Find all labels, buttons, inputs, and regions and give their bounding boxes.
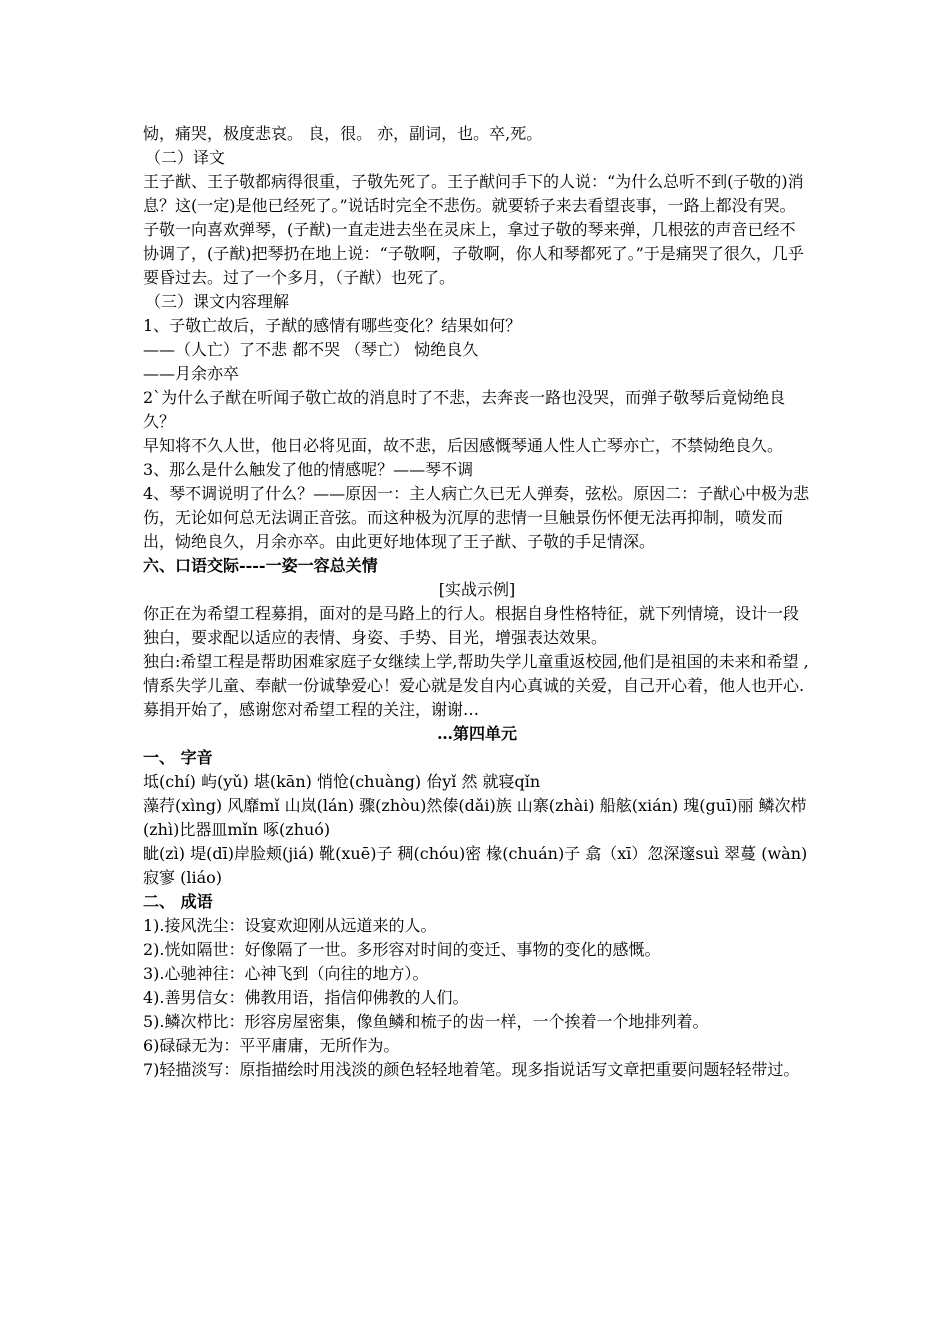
question-4: 4、琴不调说明了什么？——原因一：主人病亡久已无人弹奏，弦松。原因二：子猷心中极为悲伤，无论如何总无法调正音弦。而这种极为沉厚的悲情一旦触景伤怀便无法再抑制，喷发而出，恸绝良久，月余亦卒。由此更好地体现了王子猷、子敬的手足情深。: [143, 484, 810, 551]
answer-1b: ——月余亦卒: [143, 364, 240, 383]
section-six-paragraph-2: 独白:希望工程是帮助困难家庭子女继续上学,帮助失学儿童重返校园,他们是祖国的未来和希望 ,情系失学儿童、奉献一份诚挚爱心！爱心就是发自内心真诚的关爱，自己开心着，他人也开心.募捐开始了，感谢您对希望工程的关注，谢谢…: [143, 652, 809, 719]
subheading-translation: （二）译文: [145, 148, 226, 167]
idioms-heading: 二、 成语: [143, 892, 213, 911]
idiom-item: 1).接风洗尘：设宴欢迎刚从远道来的人。: [143, 916, 437, 935]
section-six-heading: 六、口语交际----一姿一容总关情: [143, 556, 378, 575]
pronunciation-line: 坻(chí) 屿(yǔ) 堪(kān) 悄怆(chuàng) 佁yǐ 然 就寝qǐn: [143, 772, 541, 791]
subheading-understanding: （三）课文内容理解: [145, 292, 290, 311]
idiom-item: 5).鳞次栉比：形容房屋密集，像鱼鳞和梳子的齿一样，一个挨着一个地排列着。: [143, 1012, 709, 1031]
unit-title: …第四单元: [436, 724, 517, 743]
section-six-paragraph-1: 你正在为希望工程募捐，面对的是马路上的行人。根据自身性格特征，就下列情境，设计一段独白，要求配以适应的表情、身姿、手势、目光，增强表达效果。: [143, 604, 800, 647]
pronunciation-line: 眦(zì) 堤(dī)岸脸颊(jiá) 靴(xuē)子 稠(chóu)密 椽(chuán)子 翕（xī）忽深邃suì 翠蔓 (wàn) 寂寥 (liáo): [143, 844, 808, 887]
question-2: 2`为什么子猷在听闻子敬亡故的消息时了不悲，去奔丧一路也没哭，而弹子敬琴后竟恸绝良久？: [143, 388, 786, 431]
idiom-item: 7)轻描淡写：原指描绘时用浅淡的颜色轻轻地着笔。现多指说话写文章把重要问题轻轻带过。: [143, 1060, 800, 1079]
example-label: [实战示例]: [438, 580, 516, 599]
question-1: 1、子敬亡故后，子猷的感情有哪些变化？结果如何？: [143, 316, 522, 335]
idiom-item: 6)碌碌无为：平平庸庸，无所作为。: [143, 1036, 400, 1055]
answer-1a: ——（人亡）了不悲 都不哭 （琴亡） 恸绝良久: [143, 340, 479, 359]
idiom-item: 3).心驰神往：心神飞到（向往的地方）。: [143, 964, 429, 983]
pronunciation-line: 藻荇(xìng) 风靡mǐ 山岚(lán) 骤(zhòu)然傣(dǎi)族 山寨(zhài) 船舷(xián) 瑰(guī)丽 鳞次栉(zhì)比器皿mǐn 啄(zhuó): [143, 796, 807, 839]
pronunciation-heading: 一、 字音: [143, 748, 213, 767]
note-line: 恸，痛哭，极度悲哀。 良，很。 亦，副词，也。卒,死。: [143, 124, 543, 143]
question-3: 3、那么是什么触发了他的情感呢？——琴不调: [143, 460, 474, 479]
answer-2: 早知将不久人世，他日必将见面，故不悲，后因感慨琴通人性人亡琴亦亡，不禁恸绝良久。: [143, 436, 784, 455]
idiom-item: 4).善男信女：佛教用语，指信仰佛教的人们。: [143, 988, 469, 1007]
idiom-item: 2).恍如隔世：好像隔了一世。多形容对时间的变迁、事物的变化的感慨。: [143, 940, 661, 959]
document-page: [143, 122, 811, 1082]
translation-paragraph-2: 子敬一向喜欢弹琴，(子猷)一直走进去坐在灵床上，拿过子敬的琴来弹，几根弦的声音已经不协调了，(子猷)把琴扔在地上说：“子敬啊，子敬啊，你人和琴都死了。”于是痛哭了很久，几乎要昏过去。过了一个多月，（子猷）也死了。: [143, 220, 804, 287]
translation-paragraph-1: 王子猷、王子敬都病得很重，子敬先死了。王子猷问手下的人说：“为什么总听不到(子敬的)消息？这(一定)是他已经死了。”说话时完全不悲伤。就要轿子来去看望丧事，一路上都没有哭。: [143, 172, 804, 215]
